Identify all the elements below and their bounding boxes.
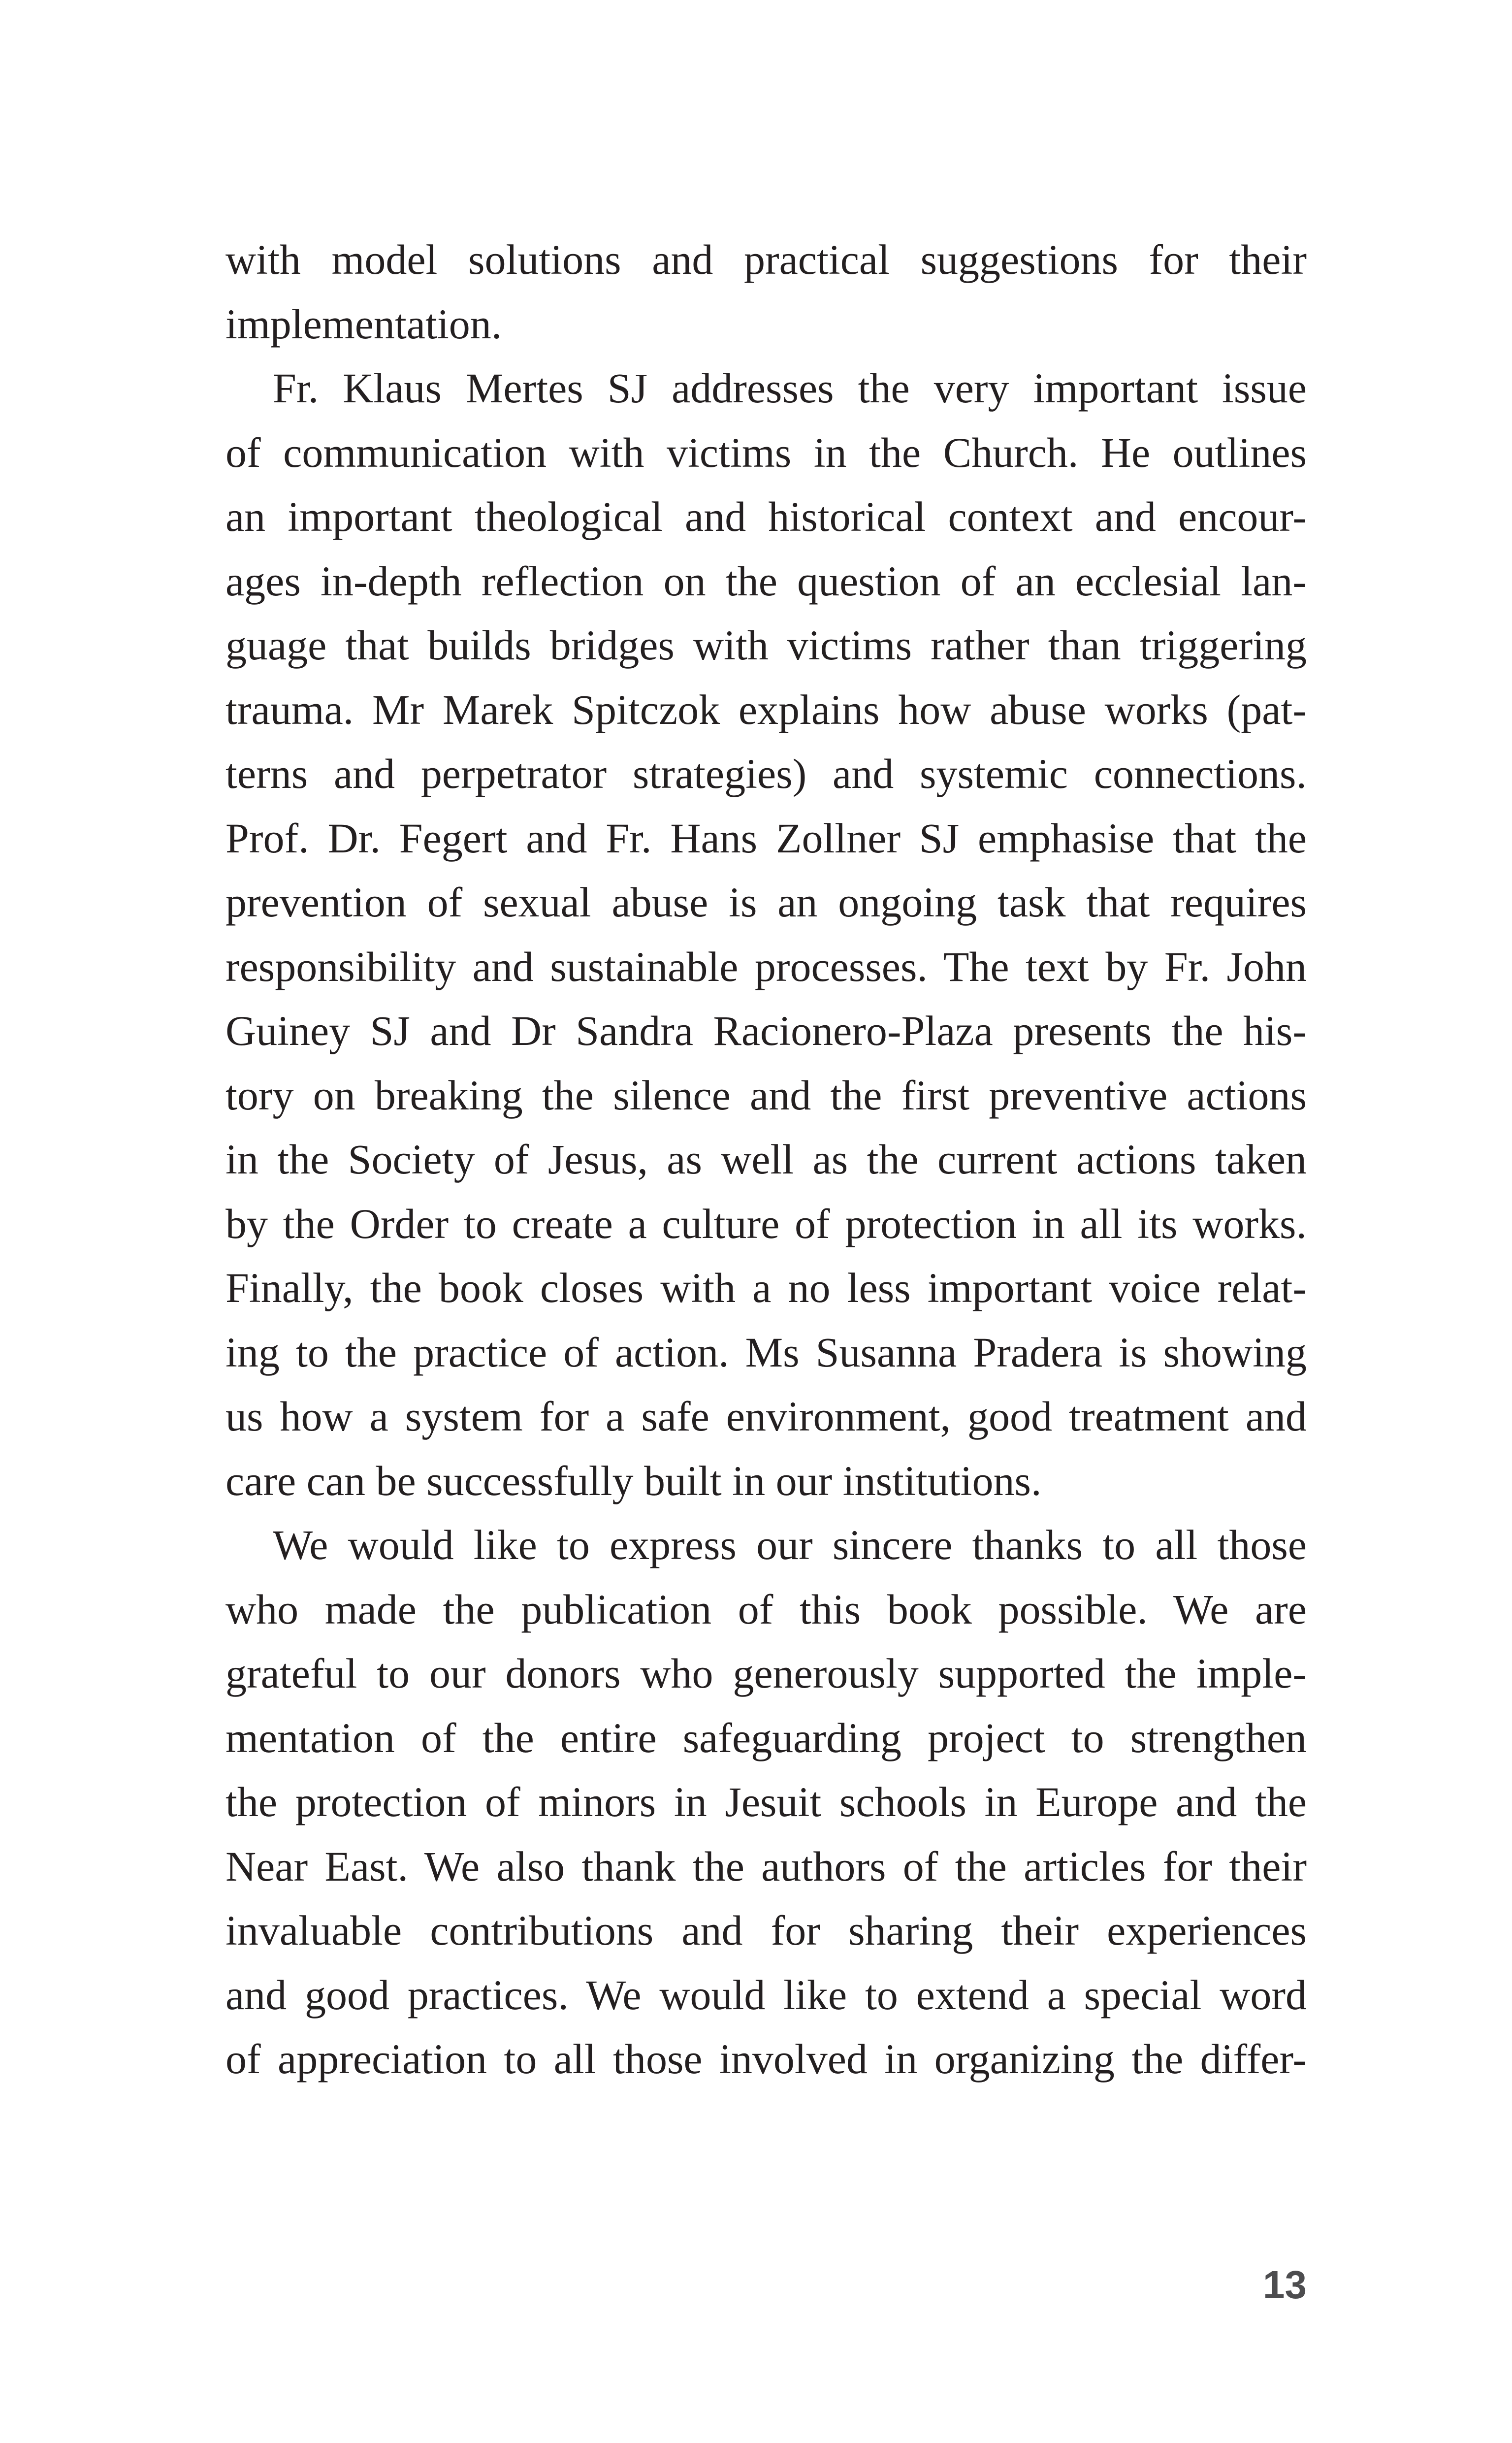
text-line: grateful to our donors who generously supported the imple- bbox=[225, 1650, 1307, 1697]
text-line: invaluable contributions and for sharing their experiences bbox=[225, 1907, 1307, 1954]
text-line: ages in-depth reflection on the question of an ecclesial lan- bbox=[225, 557, 1307, 605]
text-line: us how a system for a safe environment, good treatment and bbox=[225, 1393, 1307, 1440]
text-line: tory on breaking the silence and the first preventive actions bbox=[225, 1071, 1307, 1119]
text-line: mentation of the entire safeguarding project to strengthen bbox=[225, 1714, 1307, 1761]
text-line: Finally, the book closes with a no less important voice relat- bbox=[225, 1264, 1307, 1311]
text-line: of communication with victims in the Church. He outlines bbox=[225, 428, 1307, 476]
text-line: guage that builds bridges with victims rather than triggering bbox=[225, 621, 1307, 669]
text-line: who made the publication of this book possible. We are bbox=[225, 1585, 1307, 1633]
text-line: We would like to express our sincere thanks to all those bbox=[273, 1521, 1307, 1568]
text-line: implementation. bbox=[225, 300, 502, 348]
text-line: care can be successfully built in our institutions. bbox=[225, 1457, 1042, 1504]
text-line: Fr. Klaus Mertes SJ addresses the very important issue bbox=[273, 364, 1307, 412]
text-line: with model solutions and practical suggestions for their bbox=[225, 236, 1307, 283]
text-line: and good practices. We would like to extend a special word bbox=[225, 1971, 1307, 2019]
text-line: an important theological and historical context and encour- bbox=[225, 493, 1307, 540]
text-line: of appreciation to all those involved in organizing the differ- bbox=[225, 2035, 1307, 2083]
text-line: ing to the practice of action. Ms Susanna Pradera is showing bbox=[225, 1328, 1307, 1376]
body-text bbox=[225, 228, 1307, 2091]
text-line: Prof. Dr. Fegert and Fr. Hans Zollner SJ emphasise that the bbox=[225, 814, 1307, 862]
text-line: the protection of minors in Jesuit schools in Europe and the bbox=[225, 1778, 1307, 1825]
text-line: responsibility and sustainable processes. The text by Fr. John bbox=[225, 943, 1307, 990]
text-line: by the Order to create a culture of protection in all its works. bbox=[225, 1200, 1307, 1247]
text-line: Near East. We also thank the authors of the articles for their bbox=[225, 1842, 1307, 1890]
page-number: 13 bbox=[1263, 2263, 1307, 2307]
text-line: prevention of sexual abuse is an ongoing task that requires bbox=[225, 879, 1307, 926]
text-line: terns and perpetrator strategies) and systemic connections. bbox=[225, 750, 1307, 797]
text-line: Guiney SJ and Dr Sandra Racionero-Plaza presents the his- bbox=[225, 1007, 1307, 1054]
text-line: in the Society of Jesus, as well as the current actions taken bbox=[225, 1136, 1307, 1183]
text-line: trauma. Mr Marek Spitczok explains how abuse works (pat- bbox=[225, 685, 1307, 733]
